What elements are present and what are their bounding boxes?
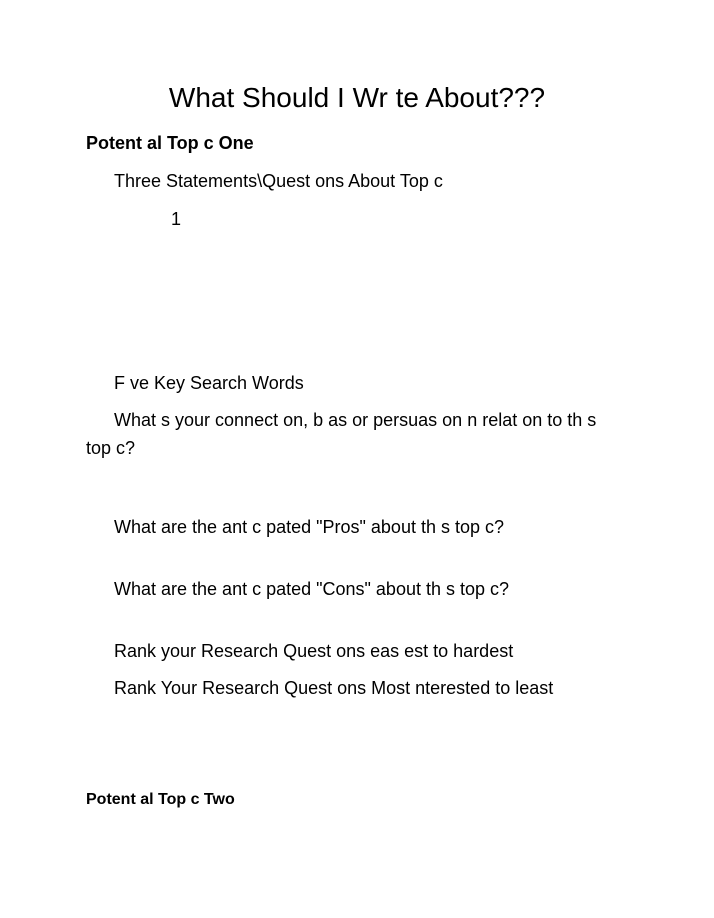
topic-one-heading: Potent al Top c One: [86, 133, 254, 153]
statements-label: Three Statements\Quest ons About Top c: [114, 171, 443, 191]
topic-two-heading: Potent al Top c Two: [86, 791, 235, 808]
rank-easiest-question: Rank your Research Quest ons eas est to hardest: [114, 641, 514, 661]
cons-question: What are the ant c pated "Cons" about th s top c?: [114, 579, 510, 599]
rank-interest-question: Rank Your Research Quest ons Most nterested to least: [114, 678, 554, 698]
search-words-label: F ve Key Search Words: [114, 373, 304, 393]
page-title: What Should I Wr te About???: [168, 82, 546, 113]
statement-number: 1: [171, 209, 182, 229]
pros-question: What are the ant c pated "Pros" about th s top c?: [114, 517, 505, 537]
connection-question: What s your connect on, b as or persuas on n relat on to th s top c?: [86, 410, 597, 458]
